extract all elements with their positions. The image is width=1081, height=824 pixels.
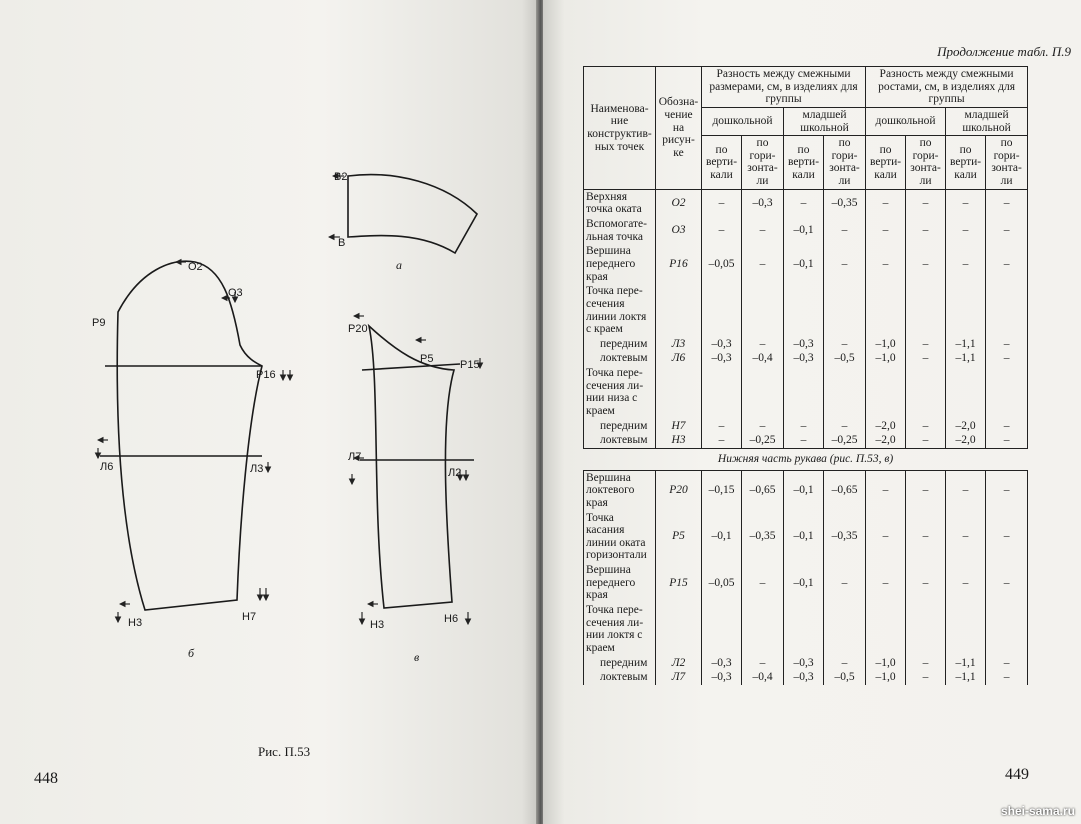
right-page — [543, 0, 1081, 824]
row-symbol: Л2 — [656, 656, 702, 671]
row-point-name: Точка пере-сечения линии локтя с краем — [584, 284, 656, 337]
row-point-name: Точка пере-сечения ли-нии локтя с краем — [584, 603, 656, 656]
row-value: – — [742, 217, 784, 244]
row-value: – — [946, 217, 986, 244]
figure-p53 — [0, 0, 538, 824]
row-value: –1,1 — [946, 337, 986, 352]
row-symbol: Н7 — [656, 419, 702, 434]
row-value: –1,1 — [946, 670, 986, 685]
point-label: Л3 — [250, 463, 264, 475]
row-value: –0,3 — [784, 656, 824, 671]
row-value: –2,0 — [946, 433, 986, 448]
row-value: – — [906, 670, 946, 685]
row-value: –0,65 — [742, 470, 784, 510]
row-value — [702, 366, 742, 419]
row-value: – — [906, 337, 946, 352]
row-value: – — [946, 189, 986, 217]
header-junior: младшей школьной — [784, 107, 866, 135]
table-body-bottom — [584, 470, 1028, 685]
row-value: – — [866, 189, 906, 217]
row-value: – — [906, 433, 946, 448]
row-value: –0,3 — [784, 670, 824, 685]
row-point-name: Вершина локтевого края — [584, 470, 656, 510]
row-value: – — [824, 656, 866, 671]
point-label: О2 — [188, 261, 203, 273]
row-value: –0,3 — [702, 670, 742, 685]
point-label: В2 — [334, 171, 348, 183]
row-symbol: Р20 — [656, 470, 702, 510]
row-value: –0,1 — [784, 217, 824, 244]
row-value: – — [702, 189, 742, 217]
row-value: – — [986, 656, 1028, 671]
row-value: –0,35 — [824, 189, 866, 217]
row-value: –0,05 — [702, 563, 742, 603]
row-point-name: локтевым — [584, 433, 656, 448]
row-value: –0,25 — [824, 433, 866, 448]
row-value: –1,0 — [866, 670, 906, 685]
table-row — [584, 563, 1028, 603]
row-symbol: Л7 — [656, 670, 702, 685]
point-label: Р5 — [420, 353, 434, 365]
row-value: –0,5 — [824, 351, 866, 366]
left-page — [0, 0, 538, 824]
row-value: –0,05 — [702, 244, 742, 284]
row-value: –2,0 — [946, 419, 986, 434]
row-value: – — [986, 244, 1028, 284]
row-value: – — [906, 563, 946, 603]
row-value: –0,3 — [702, 351, 742, 366]
point-label: О3 — [228, 287, 243, 299]
point-label: Р9 — [92, 317, 106, 329]
row-value: – — [742, 563, 784, 603]
table-row — [584, 217, 1028, 244]
row-value: – — [702, 419, 742, 434]
row-point-name: Точка касания линии оката горизонтали — [584, 511, 656, 564]
row-value: –0,1 — [784, 511, 824, 564]
row-value: – — [866, 244, 906, 284]
table-row — [584, 337, 1028, 352]
row-value: – — [946, 244, 986, 284]
row-value: – — [742, 337, 784, 352]
row-value: – — [946, 563, 986, 603]
table-section — [584, 448, 1028, 470]
row-value: –0,3 — [784, 351, 824, 366]
row-point-name: Вершина переднего края — [584, 563, 656, 603]
header-horizontal: по гори-зонта-ли — [906, 136, 946, 190]
row-value — [866, 284, 906, 337]
row-value: – — [824, 244, 866, 284]
row-value: –0,1 — [784, 244, 824, 284]
row-value: –2,0 — [866, 433, 906, 448]
header-vertical: по верти-кали — [866, 136, 906, 190]
row-value: – — [866, 470, 906, 510]
row-value: – — [784, 433, 824, 448]
row-symbol: Л3 — [656, 337, 702, 352]
row-value: –0,3 — [702, 656, 742, 671]
header-symbol: Обозна-чение на рисун-ке — [656, 67, 702, 190]
row-value: – — [742, 244, 784, 284]
row-value — [784, 284, 824, 337]
header-vertical: по верти-кали — [946, 136, 986, 190]
table-row — [584, 511, 1028, 564]
row-value: – — [986, 419, 1028, 434]
figure-a-label: а — [396, 258, 402, 272]
table-row — [584, 366, 1028, 419]
point-label: Н6 — [444, 613, 459, 625]
point-label: Н3 — [370, 619, 385, 631]
row-value — [784, 603, 824, 656]
row-value: –0,1 — [784, 470, 824, 510]
row-value: – — [946, 470, 986, 510]
row-value — [986, 603, 1028, 656]
row-point-name: Верхняя точка оката — [584, 189, 656, 217]
row-point-name: Точка пере-сечения ли-нии низа с краем — [584, 366, 656, 419]
table-row — [584, 470, 1028, 510]
row-value: –0,3 — [702, 337, 742, 352]
row-point-name: передним — [584, 419, 656, 434]
header-sizes: Разность между смежными размерами, см, в изделиях для группы — [702, 67, 866, 108]
row-value — [866, 366, 906, 419]
point-label: Л6 — [100, 461, 114, 473]
row-symbol: Р15 — [656, 563, 702, 603]
row-point-name: локтевым — [584, 351, 656, 366]
row-value: –0,5 — [824, 670, 866, 685]
table-row — [584, 603, 1028, 656]
row-value: – — [986, 470, 1028, 510]
row-value: – — [866, 563, 906, 603]
table-row — [584, 419, 1028, 434]
header-horizontal: по гори-зонта-ли — [742, 136, 784, 190]
row-value: – — [784, 419, 824, 434]
page-number: 448 — [34, 770, 58, 787]
figure-a-shape — [348, 175, 477, 253]
header-heights: Разность между смежными ростами, см, в изделиях для группы — [866, 67, 1028, 108]
row-point-name: Вспомогате-льная точка — [584, 217, 656, 244]
row-value: –1,0 — [866, 351, 906, 366]
row-point-name: локтевым — [584, 670, 656, 685]
row-value: – — [824, 217, 866, 244]
row-value: – — [986, 337, 1028, 352]
figure-b-label: б — [188, 646, 195, 660]
header-horizontal: по гори-зонта-ли — [824, 136, 866, 190]
row-value — [866, 603, 906, 656]
row-value: – — [986, 351, 1028, 366]
row-value: – — [906, 656, 946, 671]
row-value: – — [742, 656, 784, 671]
row-value — [702, 603, 742, 656]
point-label: Л7 — [348, 451, 362, 463]
table-row — [584, 656, 1028, 671]
row-point-name: Вершина переднего края — [584, 244, 656, 284]
row-value: – — [784, 189, 824, 217]
row-value — [906, 366, 946, 419]
page-number: 449 — [1005, 766, 1029, 783]
row-symbol — [656, 284, 702, 337]
figure-b-outline — [117, 261, 262, 610]
row-symbol: Р16 — [656, 244, 702, 284]
row-symbol: О2 — [656, 189, 702, 217]
row-point-name: передним — [584, 337, 656, 352]
row-value: –0,1 — [702, 511, 742, 564]
table-row — [584, 433, 1028, 448]
table-row — [584, 670, 1028, 685]
row-value: – — [702, 217, 742, 244]
row-symbol: Н3 — [656, 433, 702, 448]
row-value: – — [986, 433, 1028, 448]
row-value: – — [866, 511, 906, 564]
row-value: –0,35 — [742, 511, 784, 564]
row-value: – — [906, 351, 946, 366]
row-value: – — [906, 217, 946, 244]
row-value: – — [906, 511, 946, 564]
row-value: – — [906, 419, 946, 434]
figure-caption: Рис. П.53 — [258, 744, 311, 759]
row-value — [986, 366, 1028, 419]
row-value — [946, 284, 986, 337]
row-value: –1,0 — [866, 656, 906, 671]
row-value: – — [986, 670, 1028, 685]
row-value — [784, 366, 824, 419]
row-symbol: Л6 — [656, 351, 702, 366]
row-value: –0,3 — [784, 337, 824, 352]
row-value: –0,4 — [742, 351, 784, 366]
point-label: В — [338, 237, 346, 249]
header-preschool: дошкольной — [702, 107, 784, 135]
row-value: –0,4 — [742, 670, 784, 685]
row-symbol — [656, 603, 702, 656]
row-value: – — [946, 511, 986, 564]
row-value: –1,1 — [946, 351, 986, 366]
row-value: – — [866, 217, 906, 244]
table-body-top — [584, 189, 1028, 448]
row-symbol: О3 — [656, 217, 702, 244]
row-symbol — [656, 366, 702, 419]
row-value — [824, 603, 866, 656]
row-value: –0,65 — [824, 470, 866, 510]
point-label: Н3 — [128, 617, 143, 629]
row-value — [702, 284, 742, 337]
header-name: Наименова-ние конструктив-ных точек — [584, 67, 656, 190]
row-value — [824, 366, 866, 419]
header-preschool: дошкольной — [866, 107, 946, 135]
header-vertical: по верти-кали — [784, 136, 824, 190]
row-value — [946, 366, 986, 419]
row-value — [906, 284, 946, 337]
table-row — [584, 244, 1028, 284]
row-value: – — [986, 511, 1028, 564]
point-label: Р20 — [348, 323, 368, 335]
row-value — [906, 603, 946, 656]
row-value: –0,35 — [824, 511, 866, 564]
header-horizontal: по гори-зонта-ли — [986, 136, 1028, 190]
row-value: – — [824, 419, 866, 434]
row-value: –0,3 — [742, 189, 784, 217]
row-value — [742, 284, 784, 337]
row-value: – — [906, 244, 946, 284]
row-value: – — [824, 337, 866, 352]
figure-v-label: в — [414, 650, 420, 664]
row-value: – — [906, 189, 946, 217]
table-row — [584, 189, 1028, 217]
header-vertical: по верти-кали — [702, 136, 742, 190]
row-value — [986, 284, 1028, 337]
watermark: shei-sama.ru — [1000, 804, 1075, 818]
row-value: – — [986, 217, 1028, 244]
section-title: Нижняя часть рукава (рис. П.53, в) — [584, 448, 1028, 470]
row-value: – — [986, 563, 1028, 603]
row-value: –1,0 — [866, 337, 906, 352]
row-value: – — [824, 563, 866, 603]
row-value: –0,1 — [784, 563, 824, 603]
row-symbol: Р5 — [656, 511, 702, 564]
row-value — [946, 603, 986, 656]
table-row — [584, 351, 1028, 366]
row-value: –1,1 — [946, 656, 986, 671]
row-value — [742, 366, 784, 419]
table-row — [584, 284, 1028, 337]
grading-table — [583, 66, 1028, 685]
point-label: Р16 — [256, 369, 276, 381]
row-value: –0,15 — [702, 470, 742, 510]
header-junior: младшей школьной — [946, 107, 1028, 135]
point-label: Р15 — [460, 359, 480, 371]
row-value — [824, 284, 866, 337]
row-value: – — [906, 470, 946, 510]
row-value: – — [742, 419, 784, 434]
row-value — [742, 603, 784, 656]
row-value: –2,0 — [866, 419, 906, 434]
row-point-name: передним — [584, 656, 656, 671]
point-label: Н7 — [242, 611, 257, 623]
row-value: –0,25 — [742, 433, 784, 448]
table-continuation-title: Продолжение табл. П.9 — [937, 44, 1071, 59]
row-value: – — [986, 189, 1028, 217]
row-value: – — [702, 433, 742, 448]
point-label: Л2 — [448, 467, 462, 479]
